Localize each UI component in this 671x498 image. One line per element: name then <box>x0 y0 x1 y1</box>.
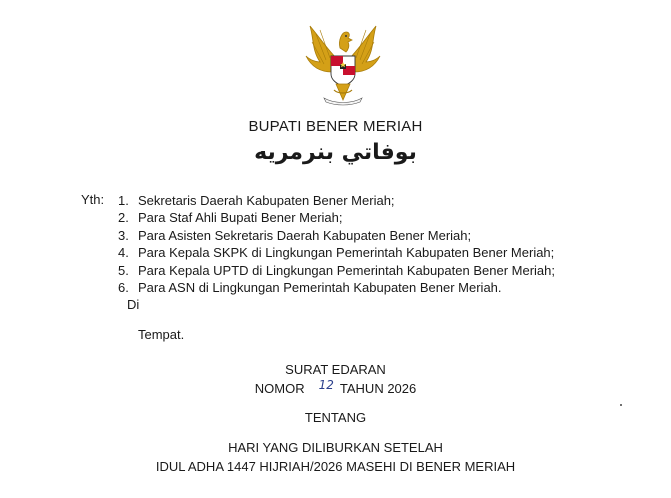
list-text: Para Staf Ahli Bupati Bener Meriah; <box>138 210 343 226</box>
subject-line-2: IDUL ADHA 1447 HIJRIAH/2026 MASEHI DI BENER MERIAH <box>155 459 516 474</box>
list-text: Sekretaris Daerah Kabupaten Bener Meriah; <box>138 193 395 208</box>
header-title: BUPATI BENER MERIAH <box>248 118 423 135</box>
tahun-label: TAHUN 2026 <box>339 381 417 396</box>
list-number: 3. <box>118 227 129 243</box>
circular-number-line <box>0 378 671 396</box>
di-label: Di <box>127 297 140 312</box>
scan-speck <box>620 404 622 406</box>
circular-title: SURAT EDARAN <box>285 362 386 377</box>
list-text: Para Kepala UPTD di Lingkungan Pemerintah Kabupaten Bener Meriah; <box>138 262 555 278</box>
list-item <box>118 192 555 209</box>
subject-line-1: HARI YANG DILIBURKAN SETELAH <box>228 440 443 455</box>
list-text: Para ASN di Lingkungan Pemerintah Kabupaten Bener Meriah. <box>138 279 502 295</box>
list-item <box>118 227 555 244</box>
list-number: 4. <box>118 245 129 261</box>
tempat-label: Tempat. <box>138 327 185 342</box>
list-number: 5. <box>118 262 129 278</box>
handwritten-number: 12 <box>318 378 334 392</box>
list-item <box>118 279 555 296</box>
recipient-list <box>118 192 555 296</box>
list-item <box>118 262 555 279</box>
list-text: Para Asisten Sekretaris Daerah Kabupaten Bener Meriah; <box>138 227 472 243</box>
nomor-label: NOMOR <box>254 381 305 396</box>
arabic-title: بوفاتي بنرمريه <box>254 140 417 165</box>
list-number: 2. <box>118 210 129 226</box>
list-item <box>118 209 555 226</box>
list-number: 1. <box>118 193 129 208</box>
salutation-label: Yth: <box>81 192 105 207</box>
list-number: 6. <box>118 279 129 295</box>
list-item <box>118 244 555 261</box>
list-text: Para Kepala SKPK di Lingkungan Pemerintah Kabupaten Bener Meriah; <box>138 245 555 261</box>
garuda-emblem-icon <box>298 20 388 110</box>
tentang-heading: TENTANG <box>304 410 367 425</box>
